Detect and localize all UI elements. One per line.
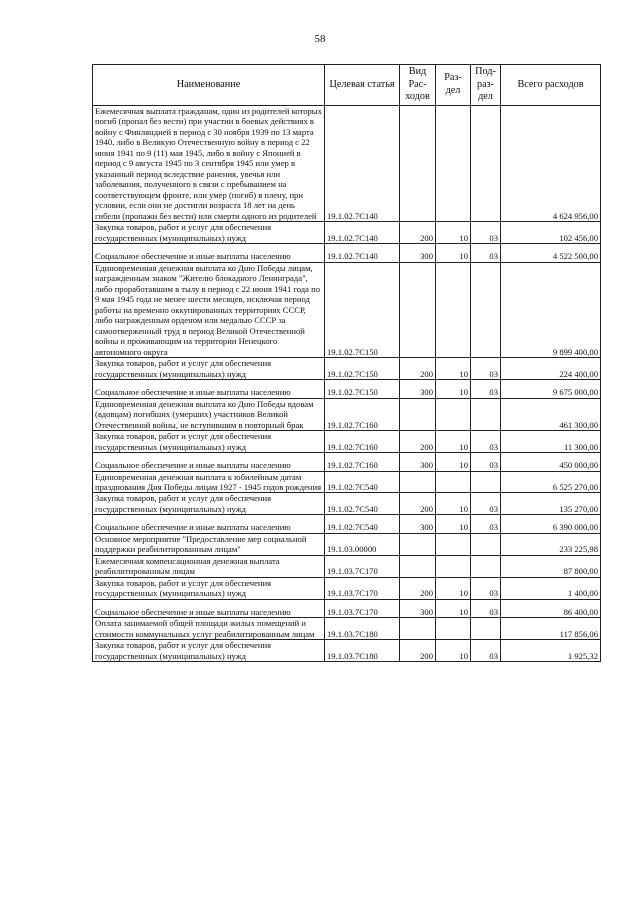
row-name: Закупка товаров, работ и услуг для обеспечения государственных (муниципальных) нужд bbox=[93, 640, 325, 662]
row-target-code: 19.1.02.7С160 bbox=[325, 431, 400, 453]
row-amount: 117 856,06 bbox=[501, 618, 601, 640]
row-name: Социальное обеспечение и иные выплаты населению bbox=[93, 599, 325, 617]
row-section bbox=[436, 618, 471, 640]
row-subsection bbox=[471, 106, 501, 222]
row-amount: 461 300,00 bbox=[501, 398, 601, 430]
row-amount: 6 525 270,00 bbox=[501, 471, 601, 493]
header-kind: Вид Рас- ходов bbox=[400, 65, 436, 106]
row-section: 10 bbox=[436, 640, 471, 662]
header-name: Наименование bbox=[93, 65, 325, 106]
row-section: 10 bbox=[436, 222, 471, 244]
row-subsection: 03 bbox=[471, 222, 501, 244]
table-row bbox=[93, 222, 601, 244]
row-amount: 4 522 500,00 bbox=[501, 244, 601, 262]
row-section bbox=[436, 106, 471, 222]
row-subsection bbox=[471, 471, 501, 493]
row-amount: 87 800,00 bbox=[501, 555, 601, 577]
row-section: 10 bbox=[436, 493, 471, 515]
row-section: 10 bbox=[436, 380, 471, 398]
row-name: Социальное обеспечение и иные выплаты населению bbox=[93, 244, 325, 262]
row-expense-kind bbox=[400, 555, 436, 577]
row-subsection: 03 bbox=[471, 515, 501, 533]
row-subsection: 03 bbox=[471, 493, 501, 515]
row-name: Закупка товаров, работ и услуг для обеспечения государственных (муниципальных) нужд bbox=[93, 358, 325, 380]
table-row bbox=[93, 640, 601, 662]
row-subsection: 03 bbox=[471, 453, 501, 471]
row-amount: 102 456,00 bbox=[501, 222, 601, 244]
row-amount: 233 225,98 bbox=[501, 533, 601, 555]
row-section bbox=[436, 398, 471, 430]
row-name: Единовременная денежная выплата к юбилейным датам празднования Дня Победы лицам 1927 - 1945 годов рождения bbox=[93, 471, 325, 493]
row-name: Единовременная денежная выплата ко Дню Победы вдовам (вдовцам) погибших (умерших) участников Великой Отечественной войны, не вступившим в повторный брак bbox=[93, 398, 325, 430]
row-section: 10 bbox=[436, 358, 471, 380]
row-target-code: 19.1.02.7С160 bbox=[325, 398, 400, 430]
row-target-code: 19.1.02.7С150 bbox=[325, 358, 400, 380]
table-row bbox=[93, 380, 601, 398]
header-section: Раз- дел bbox=[436, 65, 471, 106]
row-name: Закупка товаров, работ и услуг для обеспечения государственных (муниципальных) нужд bbox=[93, 222, 325, 244]
row-amount: 6 390 000,00 bbox=[501, 515, 601, 533]
row-section bbox=[436, 533, 471, 555]
row-target-code: 19.1.02.7С140 bbox=[325, 106, 400, 222]
row-expense-kind: 300 bbox=[400, 453, 436, 471]
row-target-code: 19.1.03.00000 bbox=[325, 533, 400, 555]
row-name: Закупка товаров, работ и услуг для обеспечения государственных (муниципальных) нужд bbox=[93, 431, 325, 453]
row-expense-kind: 200 bbox=[400, 640, 436, 662]
row-section: 10 bbox=[436, 453, 471, 471]
row-section: 10 bbox=[436, 599, 471, 617]
row-expense-kind: 300 bbox=[400, 515, 436, 533]
page-number: 58 bbox=[314, 33, 326, 45]
table-row bbox=[93, 453, 601, 471]
row-expense-kind: 200 bbox=[400, 431, 436, 453]
row-expense-kind: 200 bbox=[400, 358, 436, 380]
row-target-code: 19.1.03.7С170 bbox=[325, 555, 400, 577]
row-target-code: 19.1.03.7С180 bbox=[325, 640, 400, 662]
row-expense-kind: 300 bbox=[400, 599, 436, 617]
table-row bbox=[93, 471, 601, 493]
row-amount: 11 300,00 bbox=[501, 431, 601, 453]
row-expense-kind: 300 bbox=[400, 380, 436, 398]
row-subsection: 03 bbox=[471, 577, 501, 599]
table-row bbox=[93, 493, 601, 515]
row-expense-kind: 300 bbox=[400, 244, 436, 262]
table-header-row bbox=[93, 65, 601, 106]
table-row bbox=[93, 262, 601, 357]
row-section: 10 bbox=[436, 431, 471, 453]
row-target-code: 19.1.02.7С150 bbox=[325, 380, 400, 398]
row-name: Закупка товаров, работ и услуг для обеспечения государственных (муниципальных) нужд bbox=[93, 577, 325, 599]
row-section bbox=[436, 262, 471, 357]
row-name: Оплата занимаемой общей площади жилых помещений и стоимости коммунальных услуг реабилитированным лицам bbox=[93, 618, 325, 640]
row-subsection: 03 bbox=[471, 599, 501, 617]
row-subsection bbox=[471, 262, 501, 357]
table-row bbox=[93, 533, 601, 555]
row-target-code: 19.1.02.7С540 bbox=[325, 515, 400, 533]
row-name: Социальное обеспечение и иные выплаты населению bbox=[93, 515, 325, 533]
row-target-code: 19.1.02.7С540 bbox=[325, 471, 400, 493]
row-section bbox=[436, 555, 471, 577]
table-row bbox=[93, 358, 601, 380]
row-subsection: 03 bbox=[471, 244, 501, 262]
row-subsection bbox=[471, 533, 501, 555]
table-row bbox=[93, 599, 601, 617]
row-amount: 135 270,00 bbox=[501, 493, 601, 515]
row-subsection bbox=[471, 398, 501, 430]
row-name: Социальное обеспечение и иные выплаты населению bbox=[93, 453, 325, 471]
row-amount: 86 400,00 bbox=[501, 599, 601, 617]
table-row bbox=[93, 515, 601, 533]
row-amount: 9 675 000,00 bbox=[501, 380, 601, 398]
row-target-code: 19.1.02.7С160 bbox=[325, 453, 400, 471]
budget-table bbox=[92, 64, 601, 662]
row-subsection bbox=[471, 555, 501, 577]
table-row bbox=[93, 398, 601, 430]
row-amount: 9 899 400,00 bbox=[501, 262, 601, 357]
table-row bbox=[93, 577, 601, 599]
row-target-code: 19.1.02.7С150 bbox=[325, 262, 400, 357]
header-target: Целевая статья bbox=[325, 65, 400, 106]
row-target-code: 19.1.02.7С140 bbox=[325, 222, 400, 244]
row-amount: 1 925,32 bbox=[501, 640, 601, 662]
row-name: Единовременная денежная выплата ко Дню Победы лицам, награжденным знаком "Жителю блокадного Ленинграда", либо проработавшим в тылу в период с 22 июня 1941 года по 9 мая 1945 года не менее шести месяцев, исключая период работы на временно оккупированных территориях СССР, либо награжденным орденом или медалью СССР за самоотверженный труд в период Великой Отечественной войны и проживающим на территории Ненецкого автономного округа bbox=[93, 262, 325, 357]
row-section: 10 bbox=[436, 577, 471, 599]
row-section bbox=[436, 471, 471, 493]
row-expense-kind bbox=[400, 262, 436, 357]
row-target-code: 19.1.02.7С140 bbox=[325, 244, 400, 262]
row-expense-kind bbox=[400, 106, 436, 222]
row-amount: 450 000,00 bbox=[501, 453, 601, 471]
row-expense-kind: 200 bbox=[400, 577, 436, 599]
row-name: Основное мероприятие "Предоставление мер социальной поддержки реабилитированным лицам" bbox=[93, 533, 325, 555]
row-target-code: 19.1.03.7С180 bbox=[325, 618, 400, 640]
row-target-code: 19.1.03.7С170 bbox=[325, 599, 400, 617]
row-name: Социальное обеспечение и иные выплаты населению bbox=[93, 380, 325, 398]
row-expense-kind: 200 bbox=[400, 493, 436, 515]
row-name: Ежемесячная выплата гражданам, один из родителей которых погиб (пропал без вести) при участии в боевых действиях в войну с Финляндией в период с 30 ноября 1939 по 13 марта 1940, либо в Великую Отечественную войну в период с 22 июня 1941 по 9 (11) мая 1945, либо в войну с Японией в период с 9 августа 1945 по 3 сентября 1945 или умер в указанный период вследствие ранения, увечья или заболевания, полученного в связи с пребыванием на соответствующем фронте, или умер (погиб) в плену, при условии, если они не достигли возраста 18 лет на день гибели (пропажи без вести) или смерти одного из родителей bbox=[93, 106, 325, 222]
row-expense-kind bbox=[400, 398, 436, 430]
row-amount: 4 624 956,00 bbox=[501, 106, 601, 222]
row-subsection: 03 bbox=[471, 640, 501, 662]
row-subsection: 03 bbox=[471, 380, 501, 398]
table-row bbox=[93, 431, 601, 453]
row-section: 10 bbox=[436, 244, 471, 262]
header-total: Всего расходов bbox=[501, 65, 601, 106]
row-subsection: 03 bbox=[471, 358, 501, 380]
row-expense-kind bbox=[400, 533, 436, 555]
row-target-code: 19.1.02.7С540 bbox=[325, 493, 400, 515]
header-subsection: Под- раз- дел bbox=[471, 65, 501, 106]
row-section: 10 bbox=[436, 515, 471, 533]
row-name: Ежемесячная компенсационная денежная выплата реабилитированным лицам bbox=[93, 555, 325, 577]
table-row bbox=[93, 244, 601, 262]
row-expense-kind: 200 bbox=[400, 222, 436, 244]
row-name: Закупка товаров, работ и услуг для обеспечения государственных (муниципальных) нужд bbox=[93, 493, 325, 515]
table-row bbox=[93, 106, 601, 222]
row-amount: 224 400,00 bbox=[501, 358, 601, 380]
table-row bbox=[93, 618, 601, 640]
row-subsection bbox=[471, 618, 501, 640]
row-expense-kind bbox=[400, 618, 436, 640]
row-target-code: 19.1.03.7С170 bbox=[325, 577, 400, 599]
table-body bbox=[93, 106, 601, 662]
row-amount: 1 400,00 bbox=[501, 577, 601, 599]
row-expense-kind bbox=[400, 471, 436, 493]
table-row bbox=[93, 555, 601, 577]
row-subsection: 03 bbox=[471, 431, 501, 453]
